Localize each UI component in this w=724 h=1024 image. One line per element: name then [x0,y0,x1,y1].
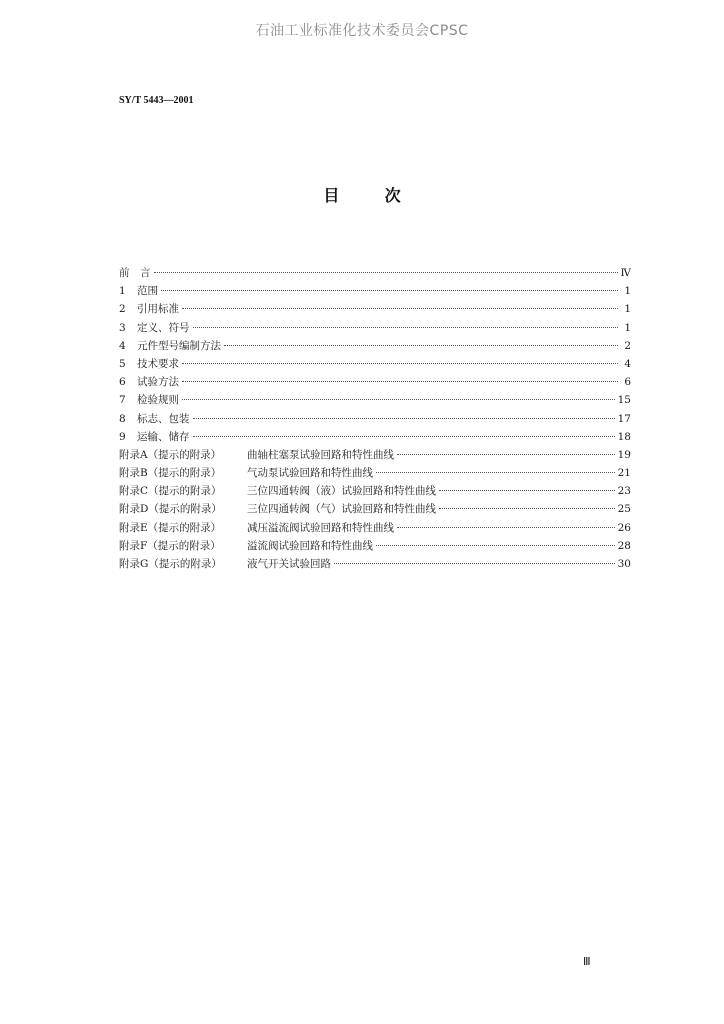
toc-entry[interactable] [119,319,631,337]
leader-dots [439,508,615,509]
toc-title [0,183,724,206]
appendix-prefix: 附录B（提示的附录） [119,467,222,480]
leader-dots [224,345,618,346]
toc-entry-page: 18 [617,430,631,443]
toc-entry[interactable] [119,391,631,409]
toc-entry[interactable] [119,410,631,428]
toc-entry-page: 23 [617,485,631,498]
toc-entry[interactable] [119,355,631,373]
leader-dots [397,454,615,455]
leader-dots [334,563,615,564]
toc-entry-label: 技术要求 [137,357,179,370]
toc-entry-page: 6 [624,376,631,389]
watermark-header: 石油工业标准化技术委员会CPSC [255,23,469,39]
toc-entry[interactable] [119,300,631,318]
leader-dots [154,272,618,273]
leader-dots [397,527,615,528]
toc-entry-number: 4 [119,339,126,352]
leader-dots [182,399,615,400]
standard-code: SY/T 5443—2001 [119,95,194,106]
appendix-title: 液气开关试验回路 [247,558,331,570]
leader-dots [182,381,618,382]
toc-entry-page: 15 [617,394,631,407]
toc-entry-page: 25 [617,503,631,516]
toc-appendix-entry[interactable] [119,500,631,518]
toc-entry-label: 范围 [137,285,158,298]
appendix-title: 三位四通转阀（液）试验回路和特性曲线 [247,485,436,498]
toc-entry-label: 运输、储存 [137,430,190,443]
toc-entry-page: 30 [617,558,631,570]
toc-entry-page: 21 [617,467,631,480]
toc-entry-page: 26 [617,521,631,534]
toc-entry-label: 试验方法 [137,376,179,389]
toc-entry-label: 元件型号编制方法 [137,339,221,352]
toc-entry-page: 1 [624,303,631,316]
leader-dots [193,436,615,437]
appendix-title: 三位四通转阀（气）试验回路和特性曲线 [247,503,436,516]
toc-entry-label: 定义、符号 [137,321,190,334]
appendix-prefix: 附录F（提示的附录） [119,539,221,552]
toc-entry-label: 检验规则 [137,394,179,407]
leader-dots [182,363,618,364]
toc-entry-foreword[interactable] [119,264,631,282]
toc-entry-page: 28 [617,539,631,552]
toc-entry[interactable] [119,373,631,391]
toc-appendix-entry[interactable] [119,537,631,555]
leader-dots [376,545,615,546]
toc-appendix-entry[interactable] [119,555,631,573]
toc-entry-number: 8 [119,412,126,425]
table-of-contents [119,264,631,573]
leader-dots [376,472,615,473]
toc-entry-number: 1 [119,285,126,298]
toc-entry-page: 2 [624,339,631,352]
toc-appendix-entry[interactable] [119,482,631,500]
toc-entry-page: 17 [617,412,631,425]
toc-entry[interactable] [119,282,631,300]
toc-appendix-entry[interactable] [119,519,631,537]
appendix-title: 溢流阀试验回路和特性曲线 [247,539,373,552]
toc-title-char-2: 次 [384,186,401,205]
toc-entry-number: 6 [119,376,126,389]
toc-entry-label: 引用标准 [137,303,179,316]
toc-entry-number: 2 [119,303,126,316]
toc-title-char-1: 目 [323,186,340,205]
toc-entry-label: 前 言 [119,267,151,279]
appendix-prefix: 附录G（提示的附录） [119,558,222,570]
appendix-prefix: 附录E（提示的附录） [119,521,222,534]
toc-entry-number: 9 [119,430,126,443]
appendix-title: 曲轴柱塞泵试验回路和特性曲线 [247,448,394,461]
leader-dots [193,327,619,328]
appendix-prefix: 附录C（提示的附录） [119,485,222,498]
toc-entry-page: 19 [617,448,631,461]
appendix-title: 气动泵试验回路和特性曲线 [247,467,373,480]
appendix-title: 减压溢流阀试验回路和特性曲线 [247,521,394,534]
toc-entry-page: 1 [624,285,631,298]
leader-dots [193,418,615,419]
toc-entry-page: 1 [624,321,631,334]
toc-entry[interactable] [119,337,631,355]
toc-appendix-entry[interactable] [119,446,631,464]
toc-entry-page: 4 [624,357,631,370]
appendix-prefix: 附录A（提示的附录） [119,448,222,461]
leader-dots [182,308,618,309]
toc-entry-number: 5 [119,357,126,370]
toc-entry[interactable] [119,428,631,446]
toc-appendix-entry[interactable] [119,464,631,482]
page-number: Ⅲ [583,956,591,968]
toc-entry-number: 3 [119,321,126,334]
toc-entry-page: Ⅳ [620,267,631,279]
toc-entry-number: 7 [119,394,126,407]
toc-entry-label: 标志、包装 [137,412,190,425]
leader-dots [439,490,615,491]
leader-dots [161,290,618,291]
appendix-prefix: 附录D（提示的附录） [119,503,222,516]
